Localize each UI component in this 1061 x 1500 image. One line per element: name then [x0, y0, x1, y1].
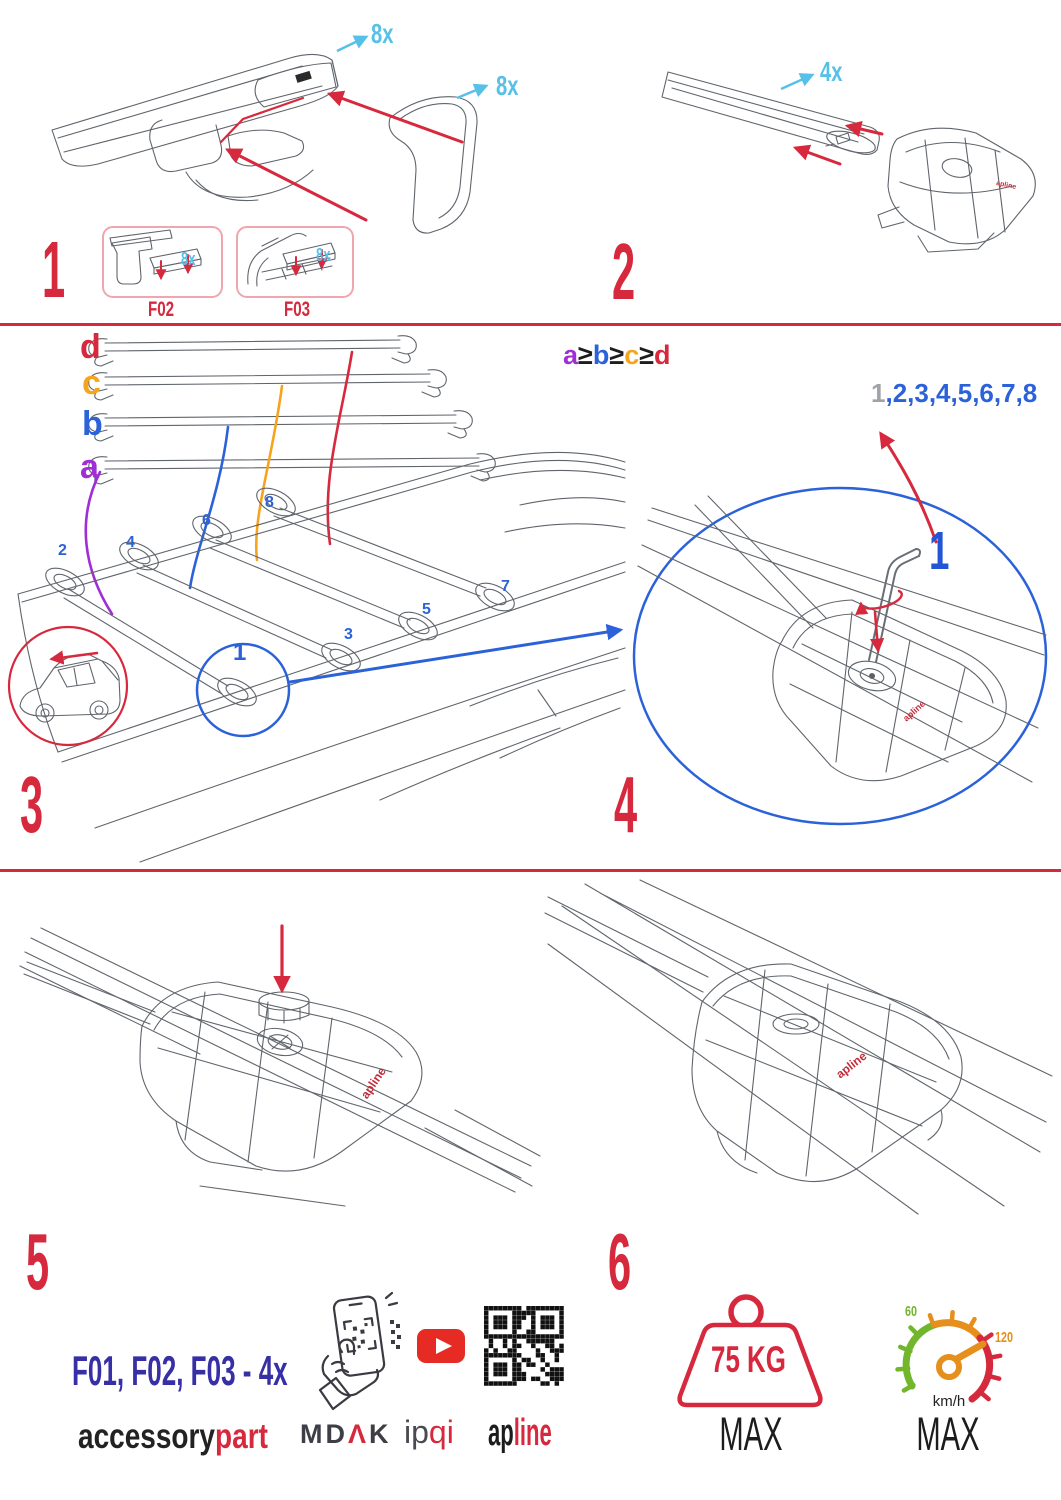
position-1: 1 [233, 639, 247, 666]
step-2-number: 2 [612, 227, 636, 316]
position-2: 2 [58, 542, 67, 559]
brand-mark-foot-6: apline [833, 1048, 870, 1082]
f03-box-label: F03 [284, 298, 311, 321]
max-load-label: MAX [718, 1407, 783, 1460]
car-direction-icon [9, 627, 127, 745]
apline-logo: apline [488, 1412, 552, 1454]
cyan-arrow [778, 70, 820, 92]
mdak-logo: MDΛK [300, 1419, 392, 1449]
panel6-finished-foot-drawing [545, 880, 1052, 1214]
step-1-number: 1 [42, 225, 66, 314]
position-4: 4 [126, 534, 135, 551]
speed-low-label: 60 [905, 1303, 918, 1320]
cyan-arrow [334, 32, 374, 54]
f02-quantity-label: 8x [181, 249, 196, 269]
step-6-number: 6 [608, 1217, 632, 1306]
bar-length-formula: a≥b≥c≥d [563, 340, 671, 370]
youtube-icon [416, 1328, 466, 1364]
brand-mark-foot-5: apline [357, 1064, 389, 1102]
tightening-sequence: 1,2,3,4,5,6,7,8 [871, 378, 1038, 408]
bar-label-b: b [82, 405, 103, 443]
step-3-number: 3 [20, 760, 44, 849]
step-5-number: 5 [26, 1217, 50, 1306]
position-5: 5 [422, 601, 431, 618]
section-divider-bottom [0, 869, 1061, 872]
tighten-order-number: 1 [929, 521, 950, 581]
brand-mark-foot-4: apline [900, 698, 928, 724]
max-load-value: 75 KG [710, 1339, 786, 1380]
phone-scan-qr-icon [316, 1290, 408, 1412]
panel5-cap-insertion-drawing [20, 926, 540, 1206]
ipqi-logo: ipqi [404, 1414, 454, 1450]
position-8: 8 [265, 494, 274, 511]
bar-label-d: d [80, 328, 101, 366]
panel2-bar-insertion-drawing [662, 72, 1035, 252]
accessorypart-logo: accessorypart [78, 1417, 268, 1456]
f02-box-label: F02 [148, 298, 175, 321]
panel1-exploded-view-drawing [52, 54, 477, 297]
speed-high-label: 120 [995, 1329, 1014, 1346]
position-3: 3 [344, 626, 353, 643]
section-divider-top [0, 323, 1061, 326]
speed-unit-label: km/h [932, 1393, 966, 1410]
quantity-bar-label: 4x [820, 56, 843, 87]
cyan-arrow [454, 82, 494, 102]
position-7: 7 [501, 578, 510, 595]
parts-summary: F01, F02, F03 - 4x [72, 1347, 288, 1394]
bar-label-a: a [80, 448, 99, 486]
max-speed-label: MAX [916, 1407, 980, 1460]
panel4-tightening-drawing [634, 434, 1046, 824]
qr-code [484, 1306, 564, 1386]
position-6: 6 [202, 512, 211, 529]
bar-label-c: c [82, 364, 101, 402]
brand-mark-foot-2: apline [995, 179, 1017, 192]
quantity-cover-label: 8x [496, 70, 519, 101]
f03-quantity-label: 8x [316, 245, 331, 265]
step-4-number: 4 [614, 760, 638, 849]
quantity-endcap-label: 8x [371, 18, 394, 49]
